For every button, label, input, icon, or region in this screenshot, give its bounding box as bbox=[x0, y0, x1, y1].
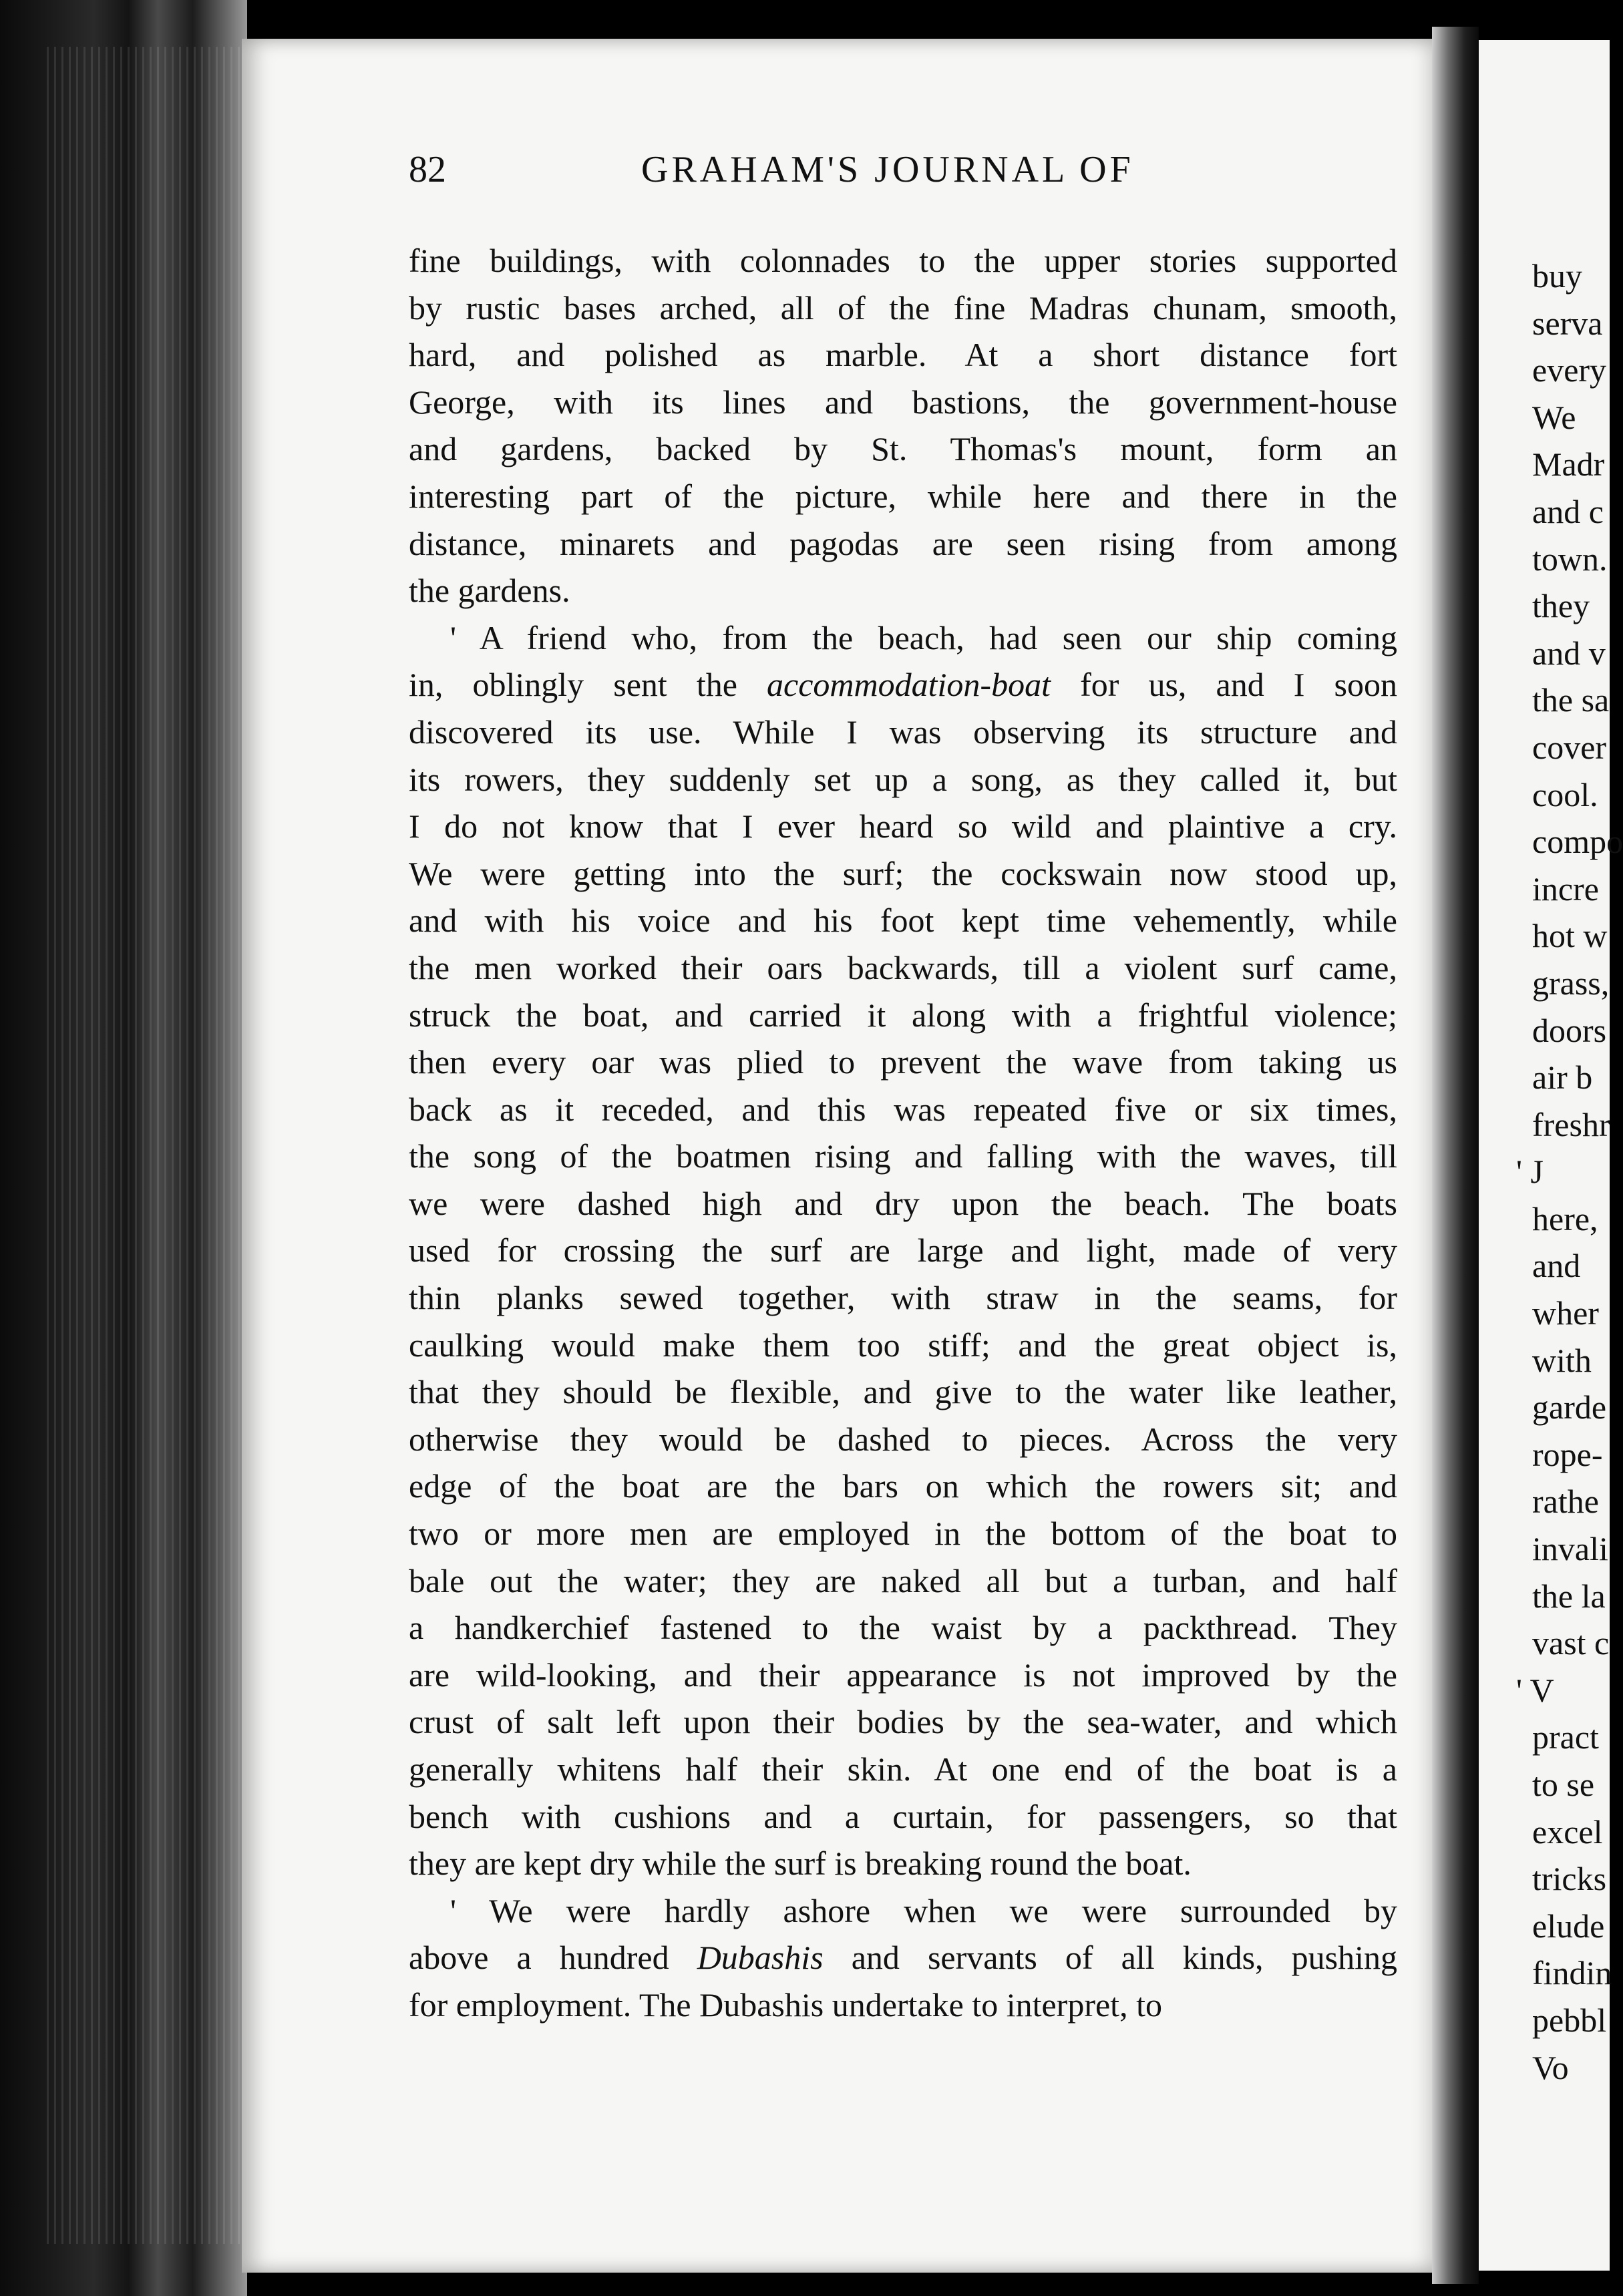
text-line: otherwise they would be dashed to pieces. Across the very bbox=[409, 1420, 1397, 1458]
facing-page-line: compo bbox=[1532, 823, 1623, 861]
text-segment: for us, and I soon bbox=[1050, 666, 1397, 704]
facing-page-line: every bbox=[1532, 351, 1607, 389]
facing-page-line: cool. bbox=[1532, 775, 1598, 813]
text-line: fine buildings, with colonnades to the upper stories supported bbox=[409, 242, 1397, 279]
facing-page-line: pract bbox=[1532, 1718, 1599, 1756]
text-line: for employment. The Dubashis undertake to interpret, to bbox=[409, 1985, 1162, 2024]
facing-page-line: rope- bbox=[1532, 1435, 1603, 1473]
facing-page-line: Madr bbox=[1532, 445, 1605, 484]
facing-page-line: Vo bbox=[1532, 2048, 1569, 2086]
facing-page-line: elude bbox=[1532, 1907, 1605, 1945]
text-line: and gardens, backed by St. Thomas's mount, form an bbox=[409, 430, 1397, 468]
text-line: that they should be flexible, and give to the water like leather, bbox=[409, 1373, 1397, 1411]
text-line: interesting part of the picture, while here and there in the bbox=[409, 477, 1397, 515]
text-line: used for crossing the surf are large and light, made of very bbox=[409, 1231, 1397, 1270]
facing-page-line: with bbox=[1532, 1341, 1592, 1379]
text-line: edge of the boat are the bars on which the rowers sit; and bbox=[409, 1467, 1397, 1505]
text-line: hard, and polished as marble. At a short distance fort bbox=[409, 336, 1397, 374]
text-line: bale out the water; they are naked all but a turban, and half bbox=[409, 1561, 1397, 1599]
facing-page-line: ' J bbox=[1516, 1153, 1544, 1191]
facing-page-line: doors bbox=[1532, 1011, 1607, 1049]
text-line: We were getting into the surf; the cockswain now stood up, bbox=[409, 854, 1397, 892]
facing-page-line: garde bbox=[1532, 1388, 1607, 1426]
facing-page-text bbox=[1479, 252, 1623, 2091]
text-line: then every oar was plied to prevent the wave from taking us bbox=[409, 1043, 1397, 1081]
text-line: caulking would make them too stiff; and the great object is, bbox=[409, 1326, 1397, 1364]
facing-page-line: they bbox=[1532, 587, 1590, 625]
text-line: I do not know that I ever heard so wild and plaintive a cry. bbox=[409, 807, 1397, 845]
text-line: the men worked their oars backwards, till a violent surf came, bbox=[409, 948, 1397, 986]
text-line: ' A friend who, from the beach, had seen our ship coming bbox=[450, 618, 1397, 656]
facing-page-line: hot w bbox=[1532, 917, 1608, 955]
text-segment: above a hundred bbox=[409, 1939, 697, 1977]
text-line: and with his voice and his foot kept time vehemently, while bbox=[409, 902, 1397, 940]
text-line: are wild-looking, and their appearance is not improved by the bbox=[409, 1656, 1397, 1694]
book-spine bbox=[0, 0, 247, 2296]
running-head: GRAHAM'S JOURNAL OF bbox=[641, 149, 1134, 190]
facing-page-line: rathe bbox=[1532, 1483, 1599, 1521]
facing-page-line: and v bbox=[1532, 634, 1606, 672]
text-line bbox=[409, 1934, 1397, 1981]
facing-page-line: serva bbox=[1532, 304, 1603, 342]
page-edges bbox=[47, 47, 240, 2244]
text-line: the gardens. bbox=[409, 572, 570, 610]
text-line: bench with cushions and a curtain, for passengers, so that bbox=[409, 1797, 1397, 1835]
facing-page-line: grass, bbox=[1532, 964, 1610, 1002]
facing-page-line: buy bbox=[1532, 257, 1582, 295]
text-line bbox=[409, 661, 1397, 709]
book-gutter bbox=[1432, 27, 1479, 2284]
text-line: by rustic bases arched, all of the fine Madras chunam, smooth, bbox=[409, 289, 1397, 327]
facing-page-line: here, bbox=[1532, 1199, 1598, 1237]
text-line: thin planks sewed together, with straw in the seams, for bbox=[409, 1279, 1397, 1317]
text-segment: in, oblingly sent the bbox=[409, 666, 767, 704]
facing-page-line: town. bbox=[1532, 540, 1608, 578]
facing-page-line: and c bbox=[1532, 492, 1604, 530]
page-number: 82 bbox=[409, 149, 446, 190]
text-line: struck the boat, and carried it along with a frightful violence; bbox=[409, 996, 1397, 1034]
text-line: two or more men are employed in the bottom of the boat to bbox=[409, 1515, 1397, 1553]
facing-page-line: findin bbox=[1532, 1954, 1612, 1992]
facing-page-line: incre bbox=[1532, 870, 1599, 908]
italic-term: accommodation-boat bbox=[767, 666, 1051, 704]
facing-page-line: freshr bbox=[1532, 1105, 1610, 1143]
facing-page-line: to se bbox=[1532, 1766, 1595, 1803]
facing-page-line: cover bbox=[1532, 728, 1607, 766]
text-line: crust of salt left upon their bodies by the sea-water, and which bbox=[409, 1703, 1397, 1741]
facing-page-line: the sa bbox=[1532, 681, 1610, 719]
text-line: generally whitens half their skin. At one end of the boat is a bbox=[409, 1750, 1397, 1788]
italic-term: Dubashis bbox=[697, 1939, 824, 1977]
text-segment: and servants of all kinds, pushing bbox=[823, 1939, 1397, 1977]
text-line: George, with its lines and bastions, the government-house bbox=[409, 383, 1397, 421]
facing-page-line: and bbox=[1532, 1247, 1581, 1285]
text-line: a handkerchief fastened to the waist by a packthread. They bbox=[409, 1609, 1397, 1647]
text-line: the song of the boatmen rising and falling with the waves, till bbox=[409, 1137, 1397, 1175]
text-line: we were dashed high and dry upon the beach. The boats bbox=[409, 1184, 1397, 1222]
text-line: distance, minarets and pagodas are seen rising from among bbox=[409, 524, 1397, 562]
facing-page-line: wher bbox=[1532, 1294, 1599, 1332]
facing-page-line: pebbl bbox=[1532, 2001, 1607, 2039]
facing-page-line: excel bbox=[1532, 1812, 1603, 1851]
text-line: they are kept dry while the surf is breaking round the boat. bbox=[409, 1845, 1192, 1883]
facing-page-line: air b bbox=[1532, 1059, 1593, 1097]
facing-page-line: vast c bbox=[1532, 1624, 1610, 1662]
text-line: back as it receded, and this was repeated five or six times, bbox=[409, 1090, 1397, 1128]
text-line: discovered its use. While I was observing its structure and bbox=[409, 713, 1397, 751]
facing-page-line: the la bbox=[1532, 1577, 1606, 1615]
page-body bbox=[409, 237, 1397, 2029]
facing-page bbox=[1479, 40, 1623, 2271]
text-line: its rowers, they suddenly set up a song, as they called it, but bbox=[409, 760, 1397, 798]
facing-page-line: invali bbox=[1532, 1530, 1608, 1568]
facing-page-line: tricks bbox=[1532, 1860, 1607, 1898]
page-header bbox=[409, 148, 1397, 202]
facing-page-line: We bbox=[1532, 398, 1576, 436]
facing-page-line: ' V bbox=[1516, 1671, 1554, 1709]
text-line: ' We were hardly ashore when we were surrounded by bbox=[450, 1891, 1397, 1929]
